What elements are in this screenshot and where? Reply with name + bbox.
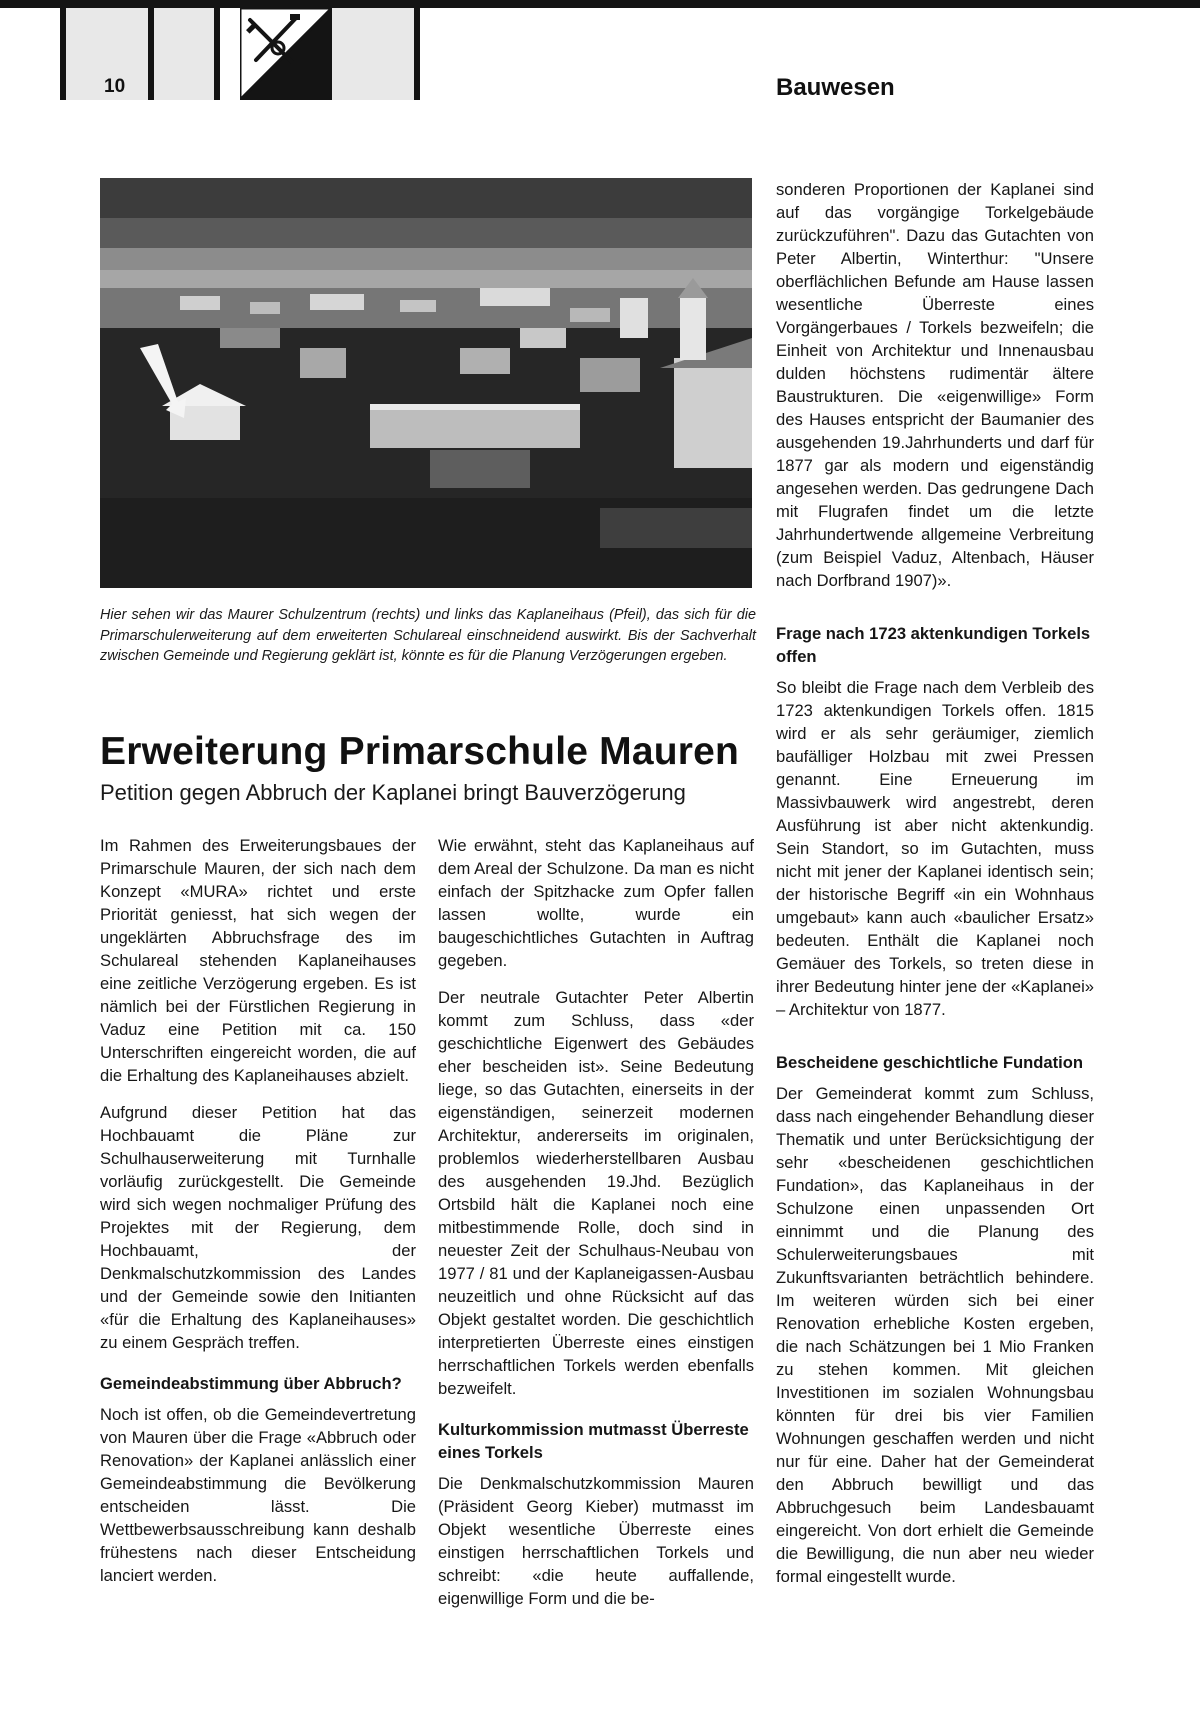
column-1 bbox=[100, 834, 416, 1601]
paragraph: Wie erwähnt, steht das Kaplaneihaus auf dem Areal der Schulzone. Da man es nicht einfach der Spitzhacke zum Opfer fallen lassen wollte, wurde ein baugeschichtliches Gutachten in Auftrag gegeben. bbox=[438, 836, 754, 970]
header-cell bbox=[332, 8, 420, 100]
paragraph: Im Rahmen des Erweiterungsbaues der Primarschule Mauren, der sich nach dem Konzept «MURA» richtet und erste Priorität geniesst, hat sich wegen der ungeklärten Abbruchsfrage des im Schulareal stehenden Kaplaneihauses eine zeitliche Verzögerung ergeben. Es ist nämlich bei der Fürstlichen Regierung in Vaduz eine Petition mit ca. 150 Unterschriften eingereicht worden, die auf die Erhaltung des Kaplaneihauses abzielt. bbox=[100, 836, 416, 1085]
header-divider bbox=[214, 0, 220, 100]
column-2 bbox=[438, 834, 754, 1624]
header-divider bbox=[414, 0, 420, 100]
paragraph: Die Denkmalschutzkommission Mauren (Präsident Georg Kieber) mutmasst im Objekt wesentliche Überreste eines einstigen herrschaftlichen Torkels und schreibt: «die heute auffallende, eigenwillige Form und die be- bbox=[438, 1474, 754, 1608]
header-cell bbox=[154, 8, 214, 100]
page-number: 10 bbox=[104, 76, 126, 97]
section-title: Bauwesen bbox=[776, 74, 895, 101]
subheading: Bescheidene geschichtliche Fundation bbox=[776, 1053, 1084, 1072]
village-photo bbox=[100, 178, 752, 588]
header-divider bbox=[148, 0, 154, 100]
header-divider bbox=[60, 0, 66, 100]
paragraph: Der neutrale Gutachter Peter Albertin kommt zum Schluss, dass «der geschichtliche Eigenwert des Gebäudes eher bescheiden ist». Seine Bedeutung liege, so das Gutachten, einerseits in der eigenständigen, seinerzeit modernen Architektur, andererseits im originalen, problemlos wiederherstellbaren Ausbau des ausgehenden 19.Jhd. Bezüglich Ortsbild hält die Kaplanei noch eine mitbestimmende Rolle, doch sind in neuester Zeit der Schulhaus-Neubau von 1977 / 81 und der Kaplaneigassen-Ausbau neuzeitlich und ohne Rücksicht auf das Objekt gestaltet worden. Die geschichtlich interpretierten Überreste eines einstigen herrschaftlichen Torkels werden ebenfalls bezweifelt. bbox=[438, 988, 754, 1398]
paragraph: sonderen Proportionen der Kaplanei sind auf das vorgängige Torkelgebäude zurückzuführen". Dazu das Gutachten von Peter Albertin, Winterthur: "Unsere oberflächlichen Befunde am Hause lassen wesentliche Überreste eines Vorgängerbaues / Torkels bezweifeln; die Einheit von Architektur und Innenausbau dulden höchstens rudimentär ältere Baustrukturen. Die «eigenwillige» Form des Hauses entspricht der Baumanier des ausgehenden 19.Jahrhunderts und darf für 1877 gar als modern und eigenständig angesehen werden. Das gedrungene Dach mit Flugrafen findet um die letzte Jahrhundertwende allgemeine Verbreitung (zum Beispiel Vaduz, Altenbach, Häuser nach Dorfbrand 1907)». bbox=[776, 180, 1094, 590]
paragraph: Aufgrund dieser Petition hat das Hochbauamt die Pläne zur Schulhauserweiterung mit Turnhalle vorläufig zurückgestellt. Die Gemeinde wird sich wegen nochmaliger Prüfung des Projektes mit der Regierung, dem Hochbauamt, der Denkmalschutzkommission des Landes und der Gemeinde sowie den Initianten «für die Erhaltung des Kaplaneihauses» zu einem Gespräch treffen. bbox=[100, 1103, 416, 1352]
photo-caption: Hier sehen wir das Maurer Schulzentrum (rechts) und links das Kaplaneihaus (Pfeil), das sich für die Primarschulerweiterung auf dem erweiterten Schulareal einschneidend auswirkt. Bis der Sachverhalt zwischen Gemeinde und Regierung geklärt ist, könnte es für die Planung Verzögerungen ergeben. bbox=[100, 607, 756, 665]
subheading: Frage nach 1723 aktenkundigen Torkels offen bbox=[776, 624, 1091, 666]
paragraph: So bleibt die Frage nach dem Verbleib des 1723 aktenkundigen Torkels offen. 1815 wird er als sehr geräumiger, ziemlich baufälliger Holzbau mit zwei Pressen genannt. Eine Erneuerung im Massivbauwerk wird angestrebt, deren Ausführung ist aber nicht aktenkundig. Sein Standort, so im Gutachten, muss nicht mit jener der Kaplanei identisch sein; der historische Begriff «in ein Wohnhaus umgebaut» kann auch «baulicher Ersatz» bedeuten. Enthält die Kaplanei noch Gemäuer des Torkels, so treten diese in ihrer Bedeutung hinter jene der «Kaplanei» – Architektur von 1877. bbox=[776, 678, 1094, 1019]
article-headline: Erweiterung Primarschule Mauren bbox=[100, 730, 740, 773]
subheading: Gemeindeabstimmung über Abbruch? bbox=[100, 1374, 402, 1393]
subheading: Kulturkommission mutmasst Überreste eines Torkels bbox=[438, 1420, 749, 1462]
construction-tools-icon bbox=[240, 8, 332, 100]
article-subtitle: Petition gegen Abbruch der Kaplanei bringt Bauverzögerung bbox=[100, 780, 686, 805]
column-3 bbox=[776, 178, 1094, 1598]
paragraph: Der Gemeinderat kommt zum Schluss, dass nach eingehender Behandlung dieser Thematik und unter Berücksichtigung der sehr «bescheidenen geschichtlichen Fundation», das Kaplaneihaus in der Schulzone einen unpassenden Ort einnimmt und die Planung des Schulerweiterungsbaues mit Zukunftsvarianten beträchtlich behindere. Im weiteren würden sich bei einer Renovation erhebliche Kosten ergeben, die nach Schätzungen bei 1 Mio Franken zu stehen kommen. Mit gleichen Investitionen im sozialen Wohnungsbau könnten für drei bis vier Familien Wohnungen geschaffen werden und nicht nur für eine. Daher hat der Gemeinderat den Abbruch bewilligt und das Abbruchgesuch beim Landesbauamt eingereicht. Von dort erhielt die Gemeinde die Bewilligung, die nun aber neu wieder formal eingestellt wurde. bbox=[776, 1084, 1094, 1586]
paragraph: Noch ist offen, ob die Gemeindevertretung von Mauren über die Frage «Abbruch oder Renovation» der Kaplanei anlässlich einer Gemeindeabstimmung die Bevölkerung entscheiden lässt. Die Wettbewerbsausschreibung kann deshalb frühestens nach dieser Entscheidung lanciert werden. bbox=[100, 1405, 416, 1585]
